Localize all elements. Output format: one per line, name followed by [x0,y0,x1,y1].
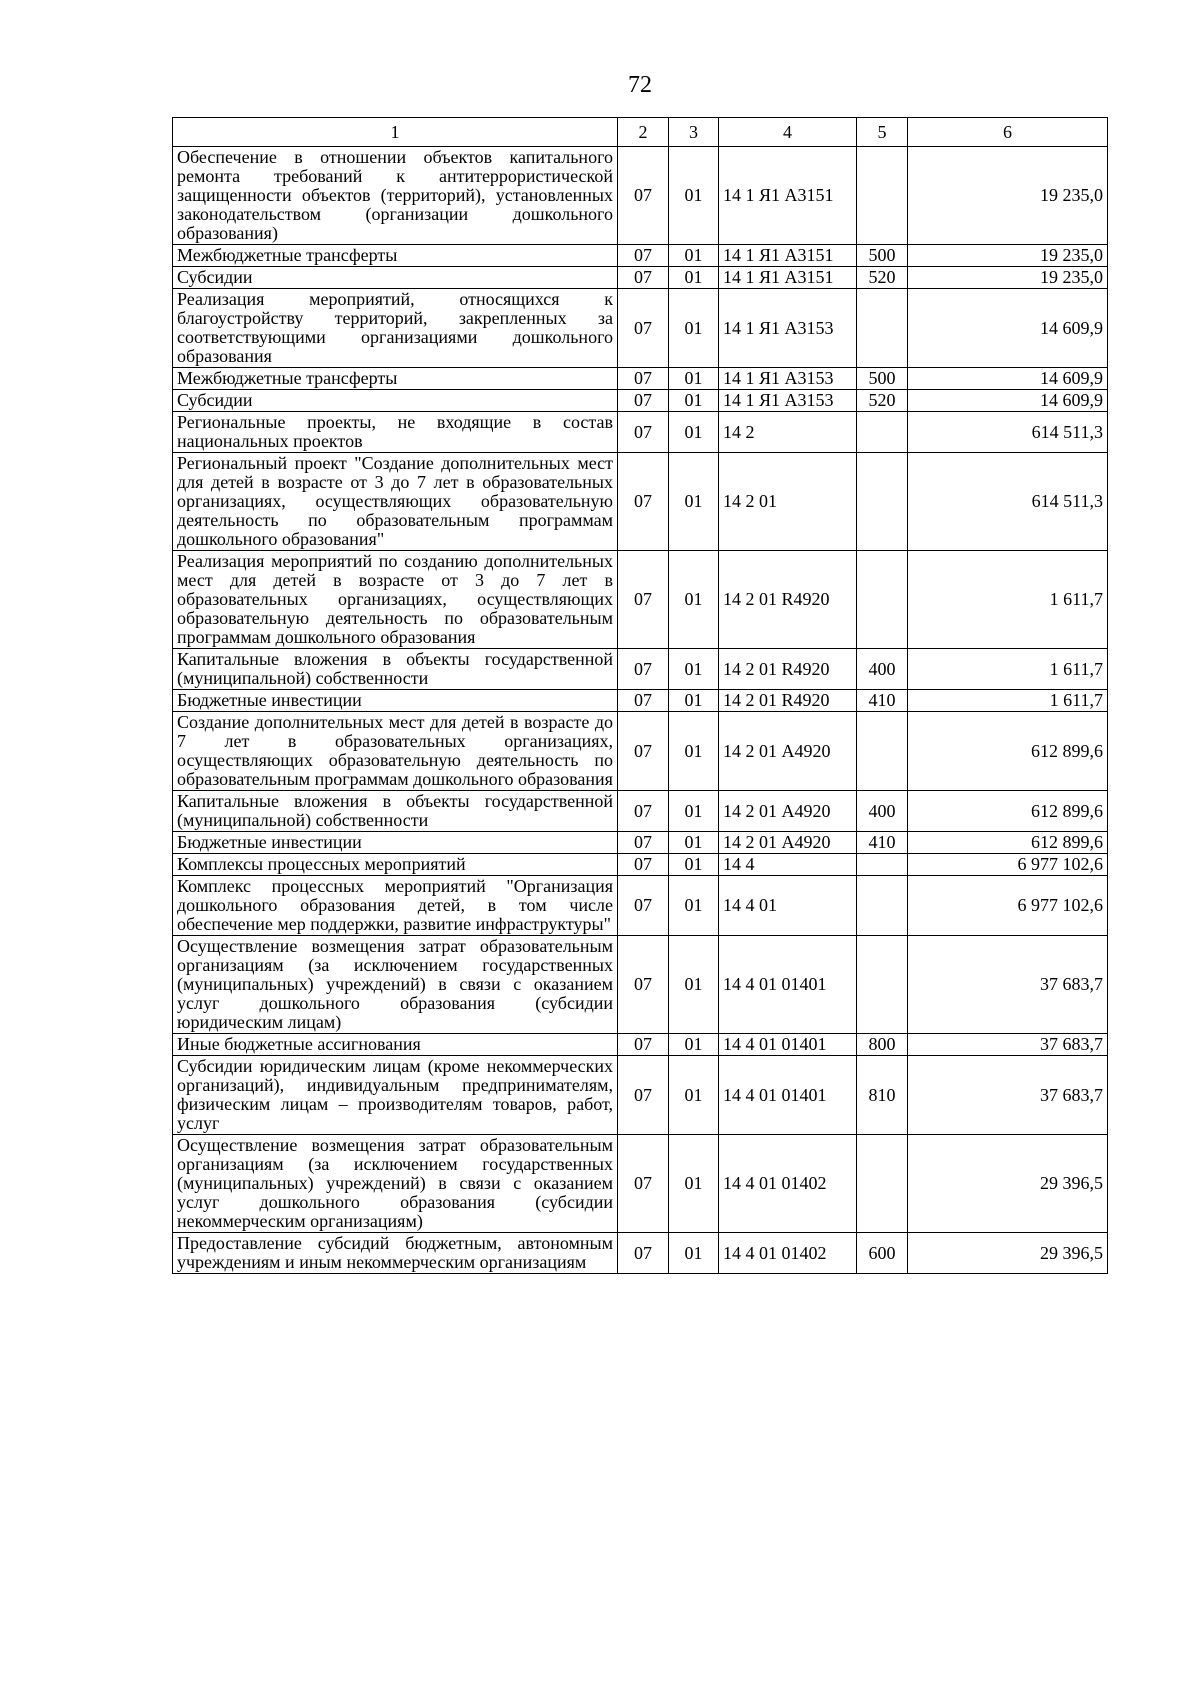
row-expense-type-cell [857,1135,908,1233]
row-expense-type-cell: 500 [857,368,908,390]
row-section-cell: 07 [618,245,669,267]
row-subsection-cell: 01 [669,1233,719,1274]
row-section-cell: 07 [618,832,669,854]
row-name-cell: Субсидии [173,267,618,289]
row-subsection-cell: 01 [669,649,719,690]
row-section-cell: 07 [618,412,669,453]
column-header: 1 [173,118,618,147]
table-row [173,791,1108,832]
table-row [173,267,1108,289]
row-expense-type-cell [857,289,908,368]
row-name-cell: Межбюджетные трансферты [173,368,618,390]
row-section-cell: 07 [618,791,669,832]
row-amount-cell: 614 511,3 [908,453,1108,551]
row-subsection-cell: 01 [669,289,719,368]
row-amount-cell: 37 683,7 [908,1056,1108,1135]
table-row [173,1135,1108,1233]
table-row [173,289,1108,368]
row-name-cell: Комплекс процессных мероприятий "Организация дошкольного образования детей, в том числе обеспечение мер поддержки, развитие инфраструктуры" [173,876,618,936]
row-subsection-cell: 01 [669,791,719,832]
row-amount-cell: 29 396,5 [908,1135,1108,1233]
row-subsection-cell: 01 [669,854,719,876]
row-amount-cell: 29 396,5 [908,1233,1108,1274]
row-expense-type-cell: 600 [857,1233,908,1274]
table-row [173,551,1108,649]
table-row [173,649,1108,690]
row-name-cell: Бюджетные инвестиции [173,690,618,712]
row-target-code-cell: 14 4 01 [719,876,857,936]
row-name-cell: Капитальные вложения в объекты государственной (муниципальной) собственности [173,791,618,832]
row-target-code-cell: 14 4 01 01402 [719,1135,857,1233]
row-subsection-cell: 01 [669,832,719,854]
row-expense-type-cell [857,854,908,876]
row-amount-cell: 19 235,0 [908,245,1108,267]
row-expense-type-cell [857,147,908,245]
row-expense-type-cell [857,876,908,936]
row-expense-type-cell: 500 [857,245,908,267]
row-amount-cell: 37 683,7 [908,936,1108,1034]
row-amount-cell: 19 235,0 [908,147,1108,245]
row-expense-type-cell: 800 [857,1034,908,1056]
table-row [173,936,1108,1034]
column-header: 5 [857,118,908,147]
page-number: 72 [628,72,652,98]
row-section-cell: 07 [618,368,669,390]
table-row [173,1233,1108,1274]
table-body [173,147,1108,1274]
row-section-cell: 07 [618,147,669,245]
row-amount-cell: 6 977 102,6 [908,854,1108,876]
row-name-cell: Иные бюджетные ассигнования [173,1034,618,1056]
row-name-cell: Комплексы процессных мероприятий [173,854,618,876]
row-name-cell: Реализация мероприятий по созданию дополнительных мест для детей в возрасте от 3 до 7 лет в образовательных организациях, осуществляющих образовательную деятельность по образовательным программам дошкольного образования [173,551,618,649]
row-target-code-cell: 14 2 01 R4920 [719,649,857,690]
row-section-cell: 07 [618,551,669,649]
row-target-code-cell: 14 4 01 01401 [719,1034,857,1056]
row-name-cell: Региональные проекты, не входящие в состав национальных проектов [173,412,618,453]
row-target-code-cell: 14 2 01 А4920 [719,791,857,832]
row-name-cell: Капитальные вложения в объекты государственной (муниципальной) собственности [173,649,618,690]
row-amount-cell: 614 511,3 [908,412,1108,453]
table-row [173,390,1108,412]
row-amount-cell: 6 977 102,6 [908,876,1108,936]
row-amount-cell: 612 899,6 [908,832,1108,854]
table-row [173,412,1108,453]
row-target-code-cell: 14 2 01 R4920 [719,690,857,712]
budget-table [172,117,1108,1274]
row-amount-cell: 1 611,7 [908,649,1108,690]
row-target-code-cell: 14 1 Я1 А3151 [719,245,857,267]
row-subsection-cell: 01 [669,368,719,390]
row-section-cell: 07 [618,1233,669,1274]
row-section-cell: 07 [618,936,669,1034]
row-expense-type-cell [857,936,908,1034]
row-target-code-cell: 14 1 Я1 А3153 [719,289,857,368]
row-amount-cell: 1 611,7 [908,551,1108,649]
row-target-code-cell: 14 2 01 А4920 [719,712,857,791]
row-amount-cell: 612 899,6 [908,791,1108,832]
table-row [173,453,1108,551]
row-subsection-cell: 01 [669,412,719,453]
row-name-cell: Субсидии юридическим лицам (кроме некоммерческих организаций), индивидуальным предпринимателям, физическим лицам – производителям товаров, работ, услуг [173,1056,618,1135]
row-section-cell: 07 [618,712,669,791]
row-name-cell: Обеспечение в отношении объектов капитального ремонта требований к антитеррористической защищенности объектов (территорий), установленных законодательством (организации дошкольного образования) [173,147,618,245]
row-amount-cell: 19 235,0 [908,267,1108,289]
row-name-cell: Предоставление субсидий бюджетным, автономным учреждениям и иным некоммерческим организациям [173,1233,618,1274]
row-amount-cell: 612 899,6 [908,712,1108,791]
row-subsection-cell: 01 [669,390,719,412]
row-name-cell: Реализация мероприятий, относящихся к благоустройству территорий, закрепленных за соответствующими организациями дошкольного образования [173,289,618,368]
row-section-cell: 07 [618,876,669,936]
row-amount-cell: 14 609,9 [908,289,1108,368]
row-expense-type-cell: 400 [857,649,908,690]
row-name-cell: Межбюджетные трансферты [173,245,618,267]
row-amount-cell: 37 683,7 [908,1034,1108,1056]
table-row [173,368,1108,390]
table-header-row [173,118,1108,147]
row-expense-type-cell [857,551,908,649]
row-target-code-cell: 14 1 Я1 А3151 [719,147,857,245]
row-section-cell: 07 [618,453,669,551]
row-section-cell: 07 [618,289,669,368]
table-row [173,245,1108,267]
row-subsection-cell: 01 [669,1135,719,1233]
row-target-code-cell: 14 4 01 01401 [719,936,857,1034]
row-target-code-cell: 14 1 Я1 А3151 [719,267,857,289]
row-amount-cell: 14 609,9 [908,368,1108,390]
column-header: 2 [618,118,669,147]
row-section-cell: 07 [618,854,669,876]
row-expense-type-cell: 410 [857,832,908,854]
row-section-cell: 07 [618,267,669,289]
row-target-code-cell: 14 2 [719,412,857,453]
row-expense-type-cell: 810 [857,1056,908,1135]
row-name-cell: Осуществление возмещения затрат образовательным организациям (за исключением государственных (муниципальных) учреждений) в связи с оказанием услуг дошкольного образования (субсидии юридическим лицам) [173,936,618,1034]
row-subsection-cell: 01 [669,876,719,936]
row-name-cell: Субсидии [173,390,618,412]
row-expense-type-cell: 520 [857,267,908,289]
table-row [173,1056,1108,1135]
row-target-code-cell: 14 2 01 [719,453,857,551]
table-row [173,712,1108,791]
row-expense-type-cell: 400 [857,791,908,832]
column-header: 6 [908,118,1108,147]
row-name-cell: Создание дополнительных мест для детей в возрасте до 7 лет в образовательных организациях, осуществляющих образовательную деятельность по образовательным программам дошкольного образования [173,712,618,791]
table-row [173,1034,1108,1056]
row-subsection-cell: 01 [669,1034,719,1056]
row-target-code-cell: 14 1 Я1 А3153 [719,390,857,412]
row-section-cell: 07 [618,690,669,712]
row-target-code-cell: 14 2 01 А4920 [719,832,857,854]
table-row [173,876,1108,936]
row-expense-type-cell [857,712,908,791]
row-subsection-cell: 01 [669,690,719,712]
column-header: 3 [669,118,719,147]
row-name-cell: Бюджетные инвестиции [173,832,618,854]
row-subsection-cell: 01 [669,1056,719,1135]
table-row [173,854,1108,876]
row-subsection-cell: 01 [669,267,719,289]
row-expense-type-cell [857,453,908,551]
row-subsection-cell: 01 [669,245,719,267]
column-header: 4 [719,118,857,147]
row-expense-type-cell: 520 [857,390,908,412]
row-target-code-cell: 14 4 01 01402 [719,1233,857,1274]
row-section-cell: 07 [618,649,669,690]
table-row [173,690,1108,712]
row-target-code-cell: 14 2 01 R4920 [719,551,857,649]
row-subsection-cell: 01 [669,551,719,649]
row-expense-type-cell [857,412,908,453]
row-expense-type-cell: 410 [857,690,908,712]
row-target-code-cell: 14 4 01 01401 [719,1056,857,1135]
row-subsection-cell: 01 [669,453,719,551]
table-row [173,147,1108,245]
row-section-cell: 07 [618,1034,669,1056]
row-subsection-cell: 01 [669,712,719,791]
row-target-code-cell: 14 1 Я1 А3153 [719,368,857,390]
row-subsection-cell: 01 [669,936,719,1034]
row-amount-cell: 14 609,9 [908,390,1108,412]
row-target-code-cell: 14 4 [719,854,857,876]
row-subsection-cell: 01 [669,147,719,245]
row-section-cell: 07 [618,1056,669,1135]
row-amount-cell: 1 611,7 [908,690,1108,712]
row-section-cell: 07 [618,390,669,412]
table-row [173,832,1108,854]
row-section-cell: 07 [618,1135,669,1233]
row-name-cell: Региональный проект "Создание дополнительных мест для детей в возрасте от 3 до 7 лет в образовательных организациях, осуществляющих образовательную деятельность по образовательным программам дошкольного образования" [173,453,618,551]
row-name-cell: Осуществление возмещения затрат образовательным организациям (за исключением государственных (муниципальных) учреждений) в связи с оказанием услуг дошкольного образования (субсидии некоммерческим организациям) [173,1135,618,1233]
